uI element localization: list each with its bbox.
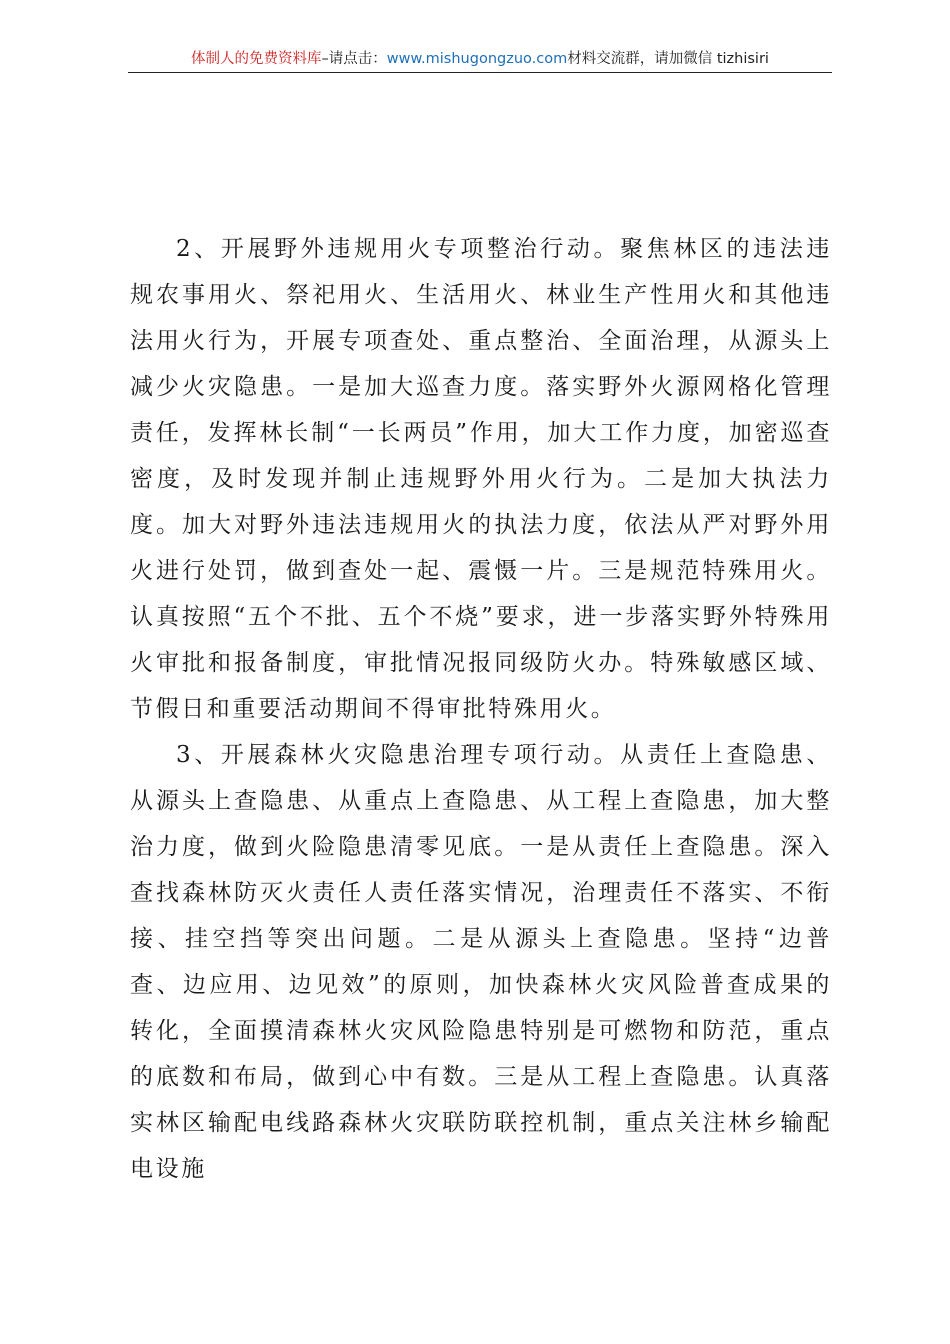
header-suffix: 材料交流群，请加微信 tizhisiri [567, 51, 769, 67]
header-prompt: –请点击： [321, 51, 387, 67]
header-url-link[interactable]: www.mishugongzuo.com [386, 51, 568, 67]
document-body [130, 226, 832, 1192]
paragraph: 3、开展森林火灾隐患治理专项行动。从责任上查隐患、从源头上查隐患、从重点上查隐患、从工程上查隐患，加大整治力度，做到火险隐患清零见底。一是从责任上查隐患。深入查找森林防灭火责任人责任落实情况，治理责任不落实、不衔接、挂空挡等突出问题。二是从源头上查隐患。坚持“边普查、边应用、边见效”的原则，加快森林火灾风险普查成果的转化，全面摸清森林火灾风险隐患特别是可燃物和防范，重点的底数和布局，做到心中有数。三是从工程上查隐患。认真落实林区输配电线路森林火灾联防联控机制，重点关注林乡输配电设施 [130, 742, 832, 1182]
page-header [128, 48, 832, 73]
header-brand: 体制人的免费资料库 [191, 51, 322, 67]
paragraph: 2、开展野外违规用火专项整治行动。聚焦林区的违法违规农事用火、祭祀用火、生活用火、林业生产性用火和其他违法用火行为，开展专项查处、重点整治、全面治理，从源头上减少火灾隐患。一是加大巡查力度。落实野外火源网格化管理责任，发挥林长制“一长两员”作用，加大工作力度，加密巡查密度，及时发现并制止违规野外用火行为。二是加大执法力度。加大对野外违法违规用火的执法力度，依法从严对野外用火进行处罚，做到查处一起、震慑一片。三是规范特殊用火。认真按照“五个不批、五个不烧”要求，进一步落实野外特殊用火审批和报备制度，审批情况报同级防火办。特殊敏感区域、节假日和重要活动期间不得审批特殊用火。 [130, 236, 832, 722]
